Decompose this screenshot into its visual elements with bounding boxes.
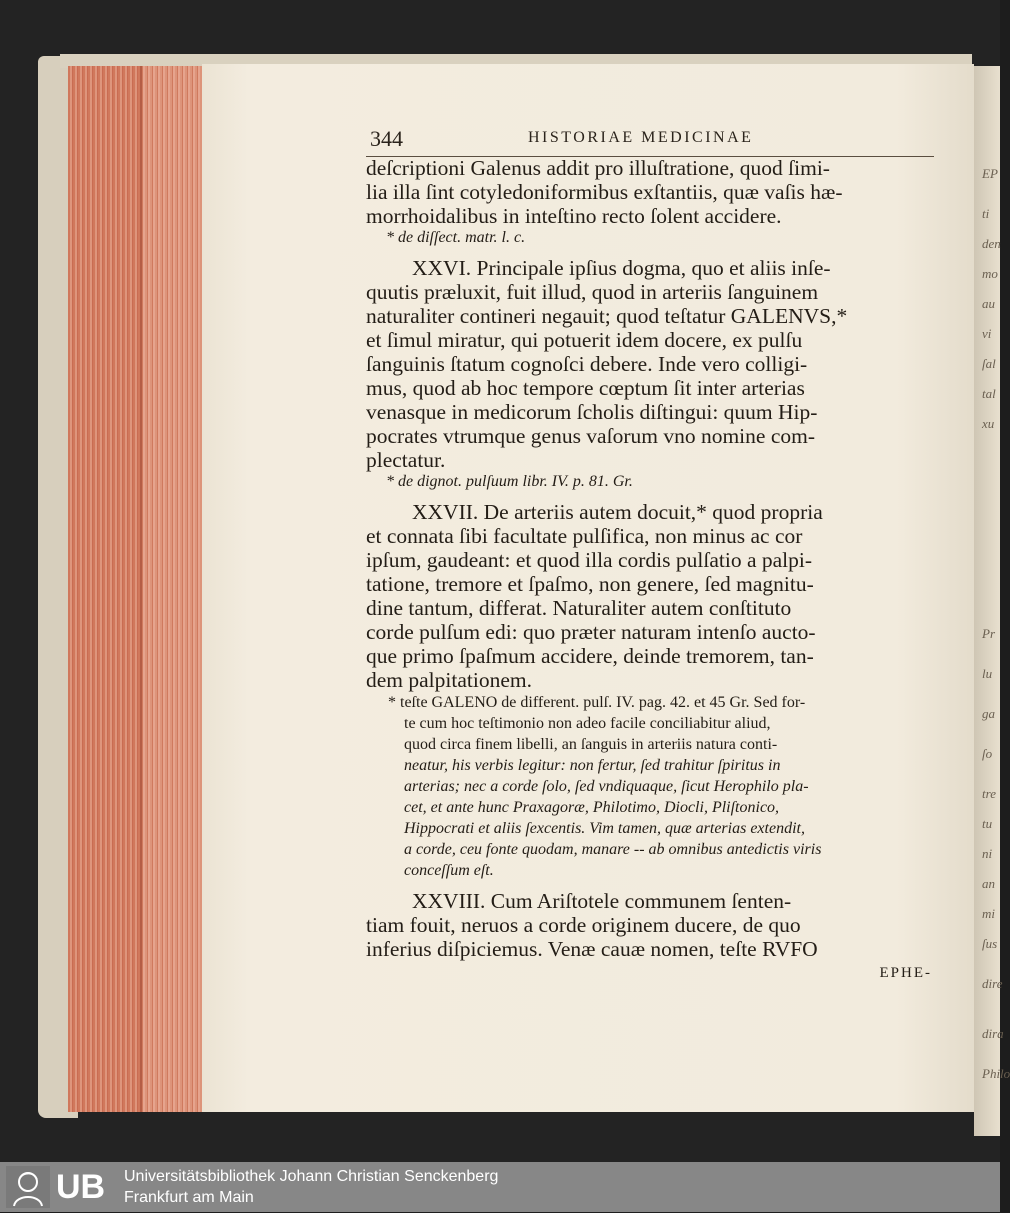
text-line: ſanguinis ſtatum cognoſci debere. Inde vero colligi- [366, 352, 808, 376]
text-line: morrhoidalibus in inteſtino recto ſolent accidere. [366, 204, 782, 228]
footnote-line: conceſſum eſt. [404, 862, 494, 879]
section-xxvi-heading-line: XXVI. Principale ipſius dogma, quo et aliis inſe- [412, 256, 831, 280]
facing-page-text-fragment: den [982, 236, 1001, 251]
text-line: pocrates vtrumque genus vaſorum vno nomine com- [366, 424, 816, 448]
text-line: et ſimul miratur, qui potuerit idem docere, ex pulſu [366, 328, 803, 352]
text-line: mus, quod ab hoc tempore cœptum ſit inter arterias [366, 376, 805, 400]
text-line: que primo ſpaſmum accidere, deinde tremorem, tan- [366, 644, 814, 668]
page-text [366, 156, 932, 985]
footnote-line: neatur, his verbis legitur: non fertur, ſed trahitur ſpiritus in [404, 757, 781, 774]
facing-page-text-fragment: tre [982, 786, 996, 801]
facing-page-text-fragment: EP [982, 166, 998, 181]
library-name: Universitätsbibliothek Johann Christian Senckenberg [124, 1168, 499, 1185]
text-line: et connata ſibi facultate pulſifica, non minus ac cor [366, 524, 803, 548]
text-line: venasque in medicorum ſcholis diſtingui: quum Hip- [366, 400, 818, 424]
facing-page-text-fragment: tu [982, 816, 993, 831]
footnote-line: a corde, ceu fonte quodam, manare -- ab omnibus antedictis viris [404, 841, 822, 858]
section-xxvii-heading-line: XXVII. De arteriis autem docuit,* quod propria [412, 500, 823, 524]
red-sprinkled-page-edges-inner [140, 66, 204, 1112]
facing-page-text-fragment: an [982, 876, 995, 891]
footnote: * de dignot. pulſuum libr. IV. p. 81. Gr. [386, 473, 633, 490]
facing-page-text-fragment: ni [982, 846, 993, 861]
text-line: inferius diſpiciemus. Venæ cauæ nomen, teſte RVFO [366, 937, 818, 961]
facing-page-text-fragment: mo [982, 266, 998, 281]
facing-page-text-fragment: ti [982, 206, 990, 221]
page-number: 344 [370, 126, 403, 151]
footnote-line: te cum hoc teſtimonio non adeo facile conciliabitur aliud, [404, 715, 771, 732]
footnote-line: Hippocrati et aliis ſexcentis. Vim tamen, quæ arterias extendit, [404, 820, 805, 837]
text-line: dine tantum, differat. Naturaliter autem conſtituto [366, 596, 792, 620]
facing-page-text-fragment: dire [982, 976, 1003, 991]
footnote-line: arterias; nec a corde ſolo, ſed vndiquaque, ſicut Herophilo pla- [404, 778, 809, 795]
text-line: deſcriptioni Galenus addit pro illuſtratione, quod ſimi- [366, 156, 830, 180]
facing-page-text-fragment: mi [982, 906, 995, 921]
footnote: * de diſſect. matr. l. c. [386, 229, 526, 246]
page-edge-shadow [140, 66, 142, 1112]
library-footer [0, 1162, 1000, 1212]
text-line: quutis præluxit, fuit illud, quod in arteriis ſanguinem [366, 280, 819, 304]
text-line: plectatur. [366, 448, 446, 472]
text-line: naturaliter contineri negauit; quod teſtatur GALENVS,* [366, 304, 848, 328]
library-logo [6, 1166, 116, 1208]
footnote-block [388, 692, 932, 881]
text-line: ipſum, gaudeant: et quod illa cordis pulſatio a palpi- [366, 548, 813, 572]
facing-page-text-fragment: Pr [982, 626, 995, 641]
text-line: dem palpitationem. [366, 668, 532, 692]
facing-page-text-fragment: ga [982, 706, 995, 721]
library-city: Frankfurt am Main [124, 1189, 254, 1206]
footnote-line: * teſte GALENO de different. pulſ. IV. pag. 42. et 45 Gr. Sed for- [388, 694, 806, 711]
facing-page-fragment [974, 66, 1010, 1136]
facing-page-text-fragment: tal [982, 386, 996, 401]
running-title: HISTORIAE MEDICINAE [528, 129, 754, 146]
red-sprinkled-page-edges [68, 66, 146, 1112]
portrait-icon [6, 1166, 50, 1208]
running-header [366, 126, 934, 157]
logo-text: UB [56, 1168, 106, 1206]
facing-page-text-fragment: ſus [982, 936, 998, 951]
section-xxviii-heading-line: XXVIII. Cum Ariſtotele communem ſenten- [412, 889, 792, 913]
text-line: lia illa ſint cotyledoniformibus exſtantiis, quæ vaſis hæ- [366, 180, 843, 204]
text-line: tiam fouit, neruos a corde originem ducere, de quo [366, 913, 801, 937]
catchword: EPHE- [879, 965, 932, 981]
footnote-line: cet, et ante hunc Praxagoræ, Philotimo, Diocli, Pliſtonico, [404, 799, 780, 816]
facing-page-text-fragment: lu [982, 666, 993, 681]
facing-page-text-fragment: Philo [982, 1066, 1010, 1081]
text-line: tatione, tremore et ſpaſmo, non genere, ſed magnitu- [366, 572, 814, 596]
footnote-line: quod circa finem libelli, an ſanguis in arteriis natura conti- [404, 736, 778, 753]
facing-page-text-fragment: ſal [982, 356, 996, 371]
facing-page-text-fragment: dira [982, 1026, 1004, 1041]
facing-page-text-fragment: vi [982, 326, 992, 341]
facing-page-text-fragment: xu [982, 416, 995, 431]
text-line: corde pulſum edi: quo præter naturam intenſo aucto- [366, 620, 816, 644]
facing-page-text-fragment: ſo [982, 746, 993, 761]
facing-page-text-fragment: au [982, 296, 995, 311]
